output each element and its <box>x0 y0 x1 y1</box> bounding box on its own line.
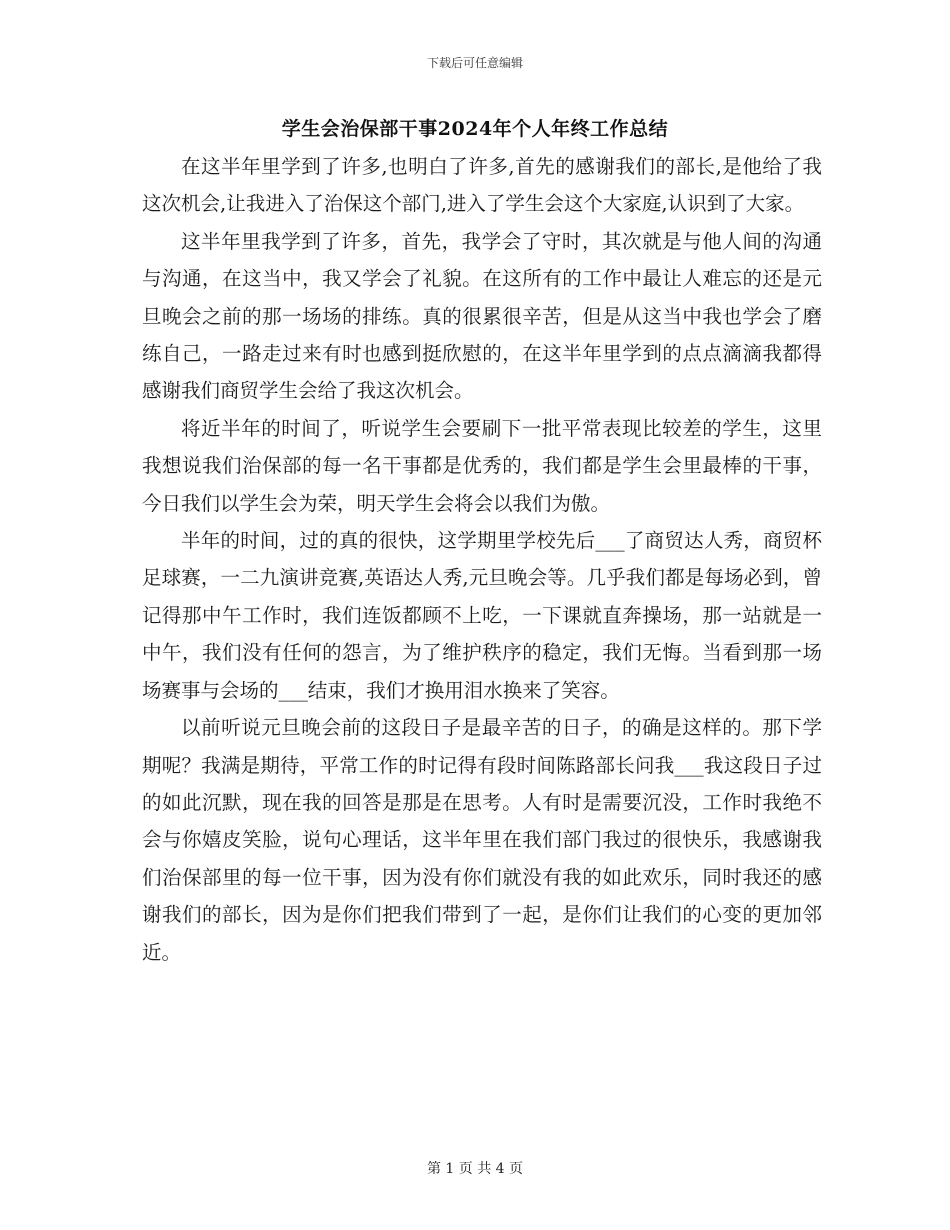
paragraph-5: 以前听说元旦晚会前的这段日子是最辛苦的日子，的确是这样的。那下学期呢？我满是期待，平常工作的时记得有段时间陈路部长问我___我这段日子过的如此沉默，现在我的回答是那是在思考。人有时是需要沉没，工作时我绝不会与你嬉皮笑脸，说句心理话，这半年里在我们部门我过的很快乐，我感谢我们治保部里的每一位干事，因为没有你们就没有我的如此欢乐，同时我还的感谢我们的部长，因为是你们把我们带到了一起，是你们让我们的心变的更加邻近。 <box>142 716 822 964</box>
paragraph-3: 将近半年的时间了，听说学生会要刷下一批平常表现比较差的学生，这里我想说我们治保部的每一名干事都是优秀的，我们都是学生会里最棒的干事，今日我们以学生会为荣，明天学生会将会以我们为傲。 <box>142 416 822 515</box>
paragraph-2: 这半年里我学到了许多，首先，我学会了守时，其次就是与他人间的沟通与沟通，在这当中，我又学会了礼貌。在这所有的工作中最让人难忘的还是元旦晚会之前的那一场场的排练。真的很累很辛苦，但是从这当中我也学会了磨练自己，一路走过来有时也感到挺欣慰的，在这半年里学到的点点滴滴我都得感谢我们商贸学生会给了我这次机会。 <box>142 229 822 403</box>
paragraph-4: 半年的时间，过的真的很快，这学期里学校先后___了商贸达人秀，商贸杯足球赛，一二九演讲竞赛,英语达人秀,元旦晚会等。几乎我们都是每场必到，曾记得那中午工作时，我们连饭都顾不上吃，一下课就直奔操场，那一站就是一中午，我们没有任何的怨言，为了维护秩序的稳定，我们无悔。当看到那一场场赛事与会场的___结束，我们才换用泪水换来了笑容。 <box>142 529 822 702</box>
page-footer: 第 1 页 共 4 页 <box>426 1161 524 1177</box>
paragraph-1: 在这半年里学到了许多,也明白了许多,首先的感谢我们的部长,是他给了我这次机会,让我进入了治保这个部门,进入了学生会这个大家庭,认识到了大家。 <box>142 155 822 216</box>
document-body <box>142 148 822 971</box>
header-note: 下载后可任意编辑 <box>426 56 523 70</box>
document-title: 学生会治保部干事2024年个人年终工作总结 <box>281 118 669 140</box>
